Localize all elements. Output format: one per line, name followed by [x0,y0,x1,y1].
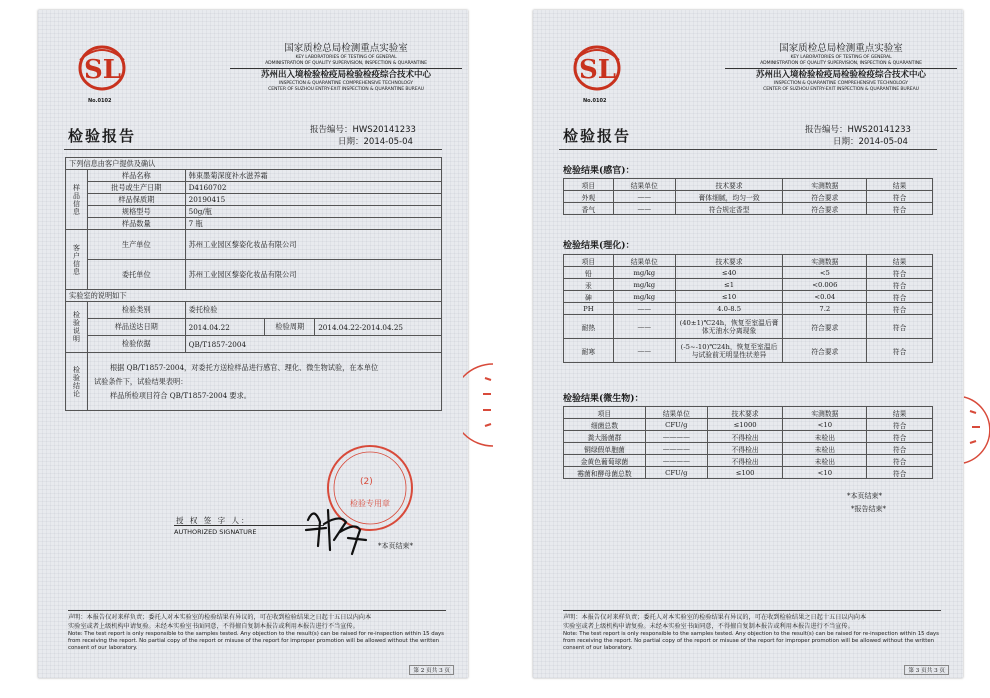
table-cell: 未检出 [783,455,867,467]
partial-seal-icon [962,395,990,465]
institution-header [230,43,462,93]
header-cn-line1: 国家质检总局检测重点实验室 [779,43,903,54]
micro-section-title: 检验结果(微生物)： [563,394,644,404]
table-cell: 符合 [867,339,933,363]
table-cell: —— [613,203,675,215]
report-number: 报告编号：HWS20141233 [310,125,416,135]
report-end-text: *报告结束* [851,505,886,513]
table-row [564,455,933,467]
table-cell: —— [613,303,675,315]
footnote-en-2: from receiving the report. No partial copy of the report or misuse of the report for improper promotion will be allowed without the written [563,638,935,644]
table-header: 结果 [867,407,933,419]
header-en-line2: ADMINISTRATION OF QUALITY SUPERVISION, INSPECTION & QUARANTINE [760,61,922,66]
table-header: 技术要求 [707,407,783,419]
sample-label: 规格型号 [87,206,185,218]
report-info-table [65,157,442,411]
table-header: 结果单位 [613,255,675,267]
handwritten-signature-icon [300,500,372,558]
table-row [564,443,933,455]
table-cell: <10 [783,419,867,431]
report-number: 报告编号：HWS20141233 [805,125,911,135]
table-cell: 4.0-8.5 [675,303,783,315]
client-section-label: 客户信息 [66,230,88,290]
received-date-value: 2014.04.22 [185,319,265,336]
institution-header [725,43,957,93]
sample-label: 批号或生产日期 [87,182,185,194]
table-cell: 香气 [564,203,614,215]
header-cn-line2: 苏州出入境检验检疫局检验检疫综合技术中心 [260,70,431,80]
report-footnote [68,610,446,652]
sensory-section-title: 检验结果(感官)： [563,166,635,176]
conclusion-text [87,353,441,411]
table-cell: 符合 [867,443,933,455]
table-cell: 霉菌和酵母菌总数 [564,467,646,479]
table-cell: 符合 [867,455,933,467]
table-row [564,431,933,443]
seal-mark: (2) [360,477,373,487]
table-cell: <10 [783,467,867,479]
table-cell: 细菌总数 [564,419,646,431]
table-row [564,303,933,315]
table-cell: 铜绿假单胞菌 [564,443,646,455]
conclusion-section-label: 检验结论 [66,353,88,411]
page-end-text: *本页结束* [378,542,413,550]
table-cell: 金黄色葡萄球菌 [564,455,646,467]
footnote-en-1: Note: The test report is only responsible to the samples tested. Any objection to the result(s) can be raised for re-inspection within 15 days [68,631,444,637]
client-label: 生产单位 [87,230,185,260]
seal-sub: 检验专用章 [350,499,390,508]
table-row [564,279,933,291]
table-cell: ———— [645,431,707,443]
footnote-cn-2: 实验室或者上级机构申请复验。未经本实验室书面同意，不得擅自复制本报告或利用本报告进行不当宣传。 [563,622,854,630]
table-cell: mg/kg [613,267,675,279]
table-cell: ≤100 [707,467,783,479]
footnote-cn-1: 声明：本报告仅对来样负责；委托人对本实验室的检验结果有异议的，可在收到检验结果之日起十五日以内向本 [68,614,372,621]
table-cell: 符合要求 [783,203,867,215]
sample-value: D4160702 [185,182,441,194]
svg-text:SL: SL [579,55,617,85]
header-en-line4: CENTER OF SUZHOU ENTRY-EXIT INSPECTION & QUARANTINE BUREAU [268,87,424,92]
table-cell: 不得检出 [707,443,783,455]
test-basis-label: 检验依据 [87,336,185,353]
conclusion-line: 样品所检项目符合 QB/T1857-2004 要求。 [109,390,251,400]
conclusion-line: 试验条件下，试验结果表明： [93,376,188,386]
report-title: 检验报告 [68,127,137,145]
sample-value: 50g/瓶 [185,206,441,218]
table-cell: ≤1 [675,279,783,291]
table-header: 实测数据 [783,255,867,267]
lab-note: 实验室的说明如下 [66,290,442,302]
table-header: 结果单位 [645,407,707,419]
report-footnote [563,610,941,652]
test-period-label: 检验周期 [265,319,315,336]
signer-label-en: AUTHORIZED SIGNATURE [174,528,257,536]
footnote-en-1: Note: The test report is only responsible to the samples tested. Any objection to the result(s) can be raised for re-inspection within 15 days [563,631,939,637]
header-en-line1: KEY LABORATORIES OF TESTING OF GENERAL [295,55,397,60]
test-period-value: 2014.04.22-2014.04.25 [315,319,442,336]
received-date-label: 样品送达日期 [87,319,185,336]
footnote-en-2: from receiving the report. No partial copy of the report or misuse of the report for improper promotion will be allowed without the written [68,638,440,644]
header-en-line3: INSPECTION & QUARANTINE COMPREHENSIVE TECHNOLOGY [279,81,413,86]
table-header: 实测数据 [783,179,867,191]
report-title: 检验报告 [563,127,632,145]
table-cell: 铅 [564,267,614,279]
table-cell: <0.006 [783,279,867,291]
micro-result-table [563,406,933,479]
table-row [564,191,933,203]
table-cell: —— [613,339,675,363]
physchem-section-title: 检验结果(理化)： [563,241,635,251]
table-cell: 耐寒 [564,339,614,363]
table-cell: mg/kg [613,291,675,303]
header-en-line2: ADMINISTRATION OF QUALITY SUPERVISION, INSPECTION & QUARANTINE [265,61,427,66]
test-type-value: 委托检验 [185,302,441,319]
report-page-2 [38,10,468,678]
table-cell: 汞 [564,279,614,291]
table-cell: —— [613,191,675,203]
header-en-line3: INSPECTION & QUARANTINE COMPREHENSIVE TECHNOLOGY [774,81,908,86]
footnote-en-3: consent of our laboratory. [563,645,633,651]
conclusion-line: 根据 QB/T1857-2004，对委托方送检样品进行感官、理化、微生物试验，在本单位 [109,362,379,372]
table-cell: 耐热 [564,315,614,339]
table-header: 结果 [867,255,933,267]
table-cell: 不得检出 [707,431,783,443]
table-cell: ———— [645,443,707,455]
table-cell: 7.2 [783,303,867,315]
client-note: 下列信息由客户提供及确认 [66,158,442,170]
sample-value: 7 瓶 [185,218,441,230]
table-cell: 符合要求 [783,315,867,339]
sample-value: 韩束墨菊深度补水滋养霜 [185,170,441,182]
table-cell: ≤40 [675,267,783,279]
test-basis-value: QB/T1857-2004 [185,336,441,353]
table-cell: 符合 [867,315,933,339]
table-header: 技术要求 [675,179,783,191]
table-cell: <0.04 [783,291,867,303]
table-cell: ≤1000 [707,419,783,431]
report-date: 日期：2014-05-04 [338,137,413,147]
table-cell: 不得检出 [707,455,783,467]
table-row [564,267,933,279]
table-cell: —— [613,315,675,339]
table-header: 项目 [564,255,614,267]
table-cell: ≤10 [675,291,783,303]
table-header: 项目 [564,407,646,419]
lab-number: No.0102 [88,98,112,104]
sample-section-label: 样品信息 [66,170,88,230]
table-cell: 符合要求 [783,191,867,203]
table-row [564,203,933,215]
table-cell: CFU/g [645,467,707,479]
report-date: 日期：2014-05-04 [833,137,908,147]
table-cell: 外观 [564,191,614,203]
footnote-cn-1: 声明：本报告仅对来样负责；委托人对本实验室的检验结果有异议的，可在收到检验结果之日起十五日以内向本 [563,614,867,621]
table-row [564,419,933,431]
partial-seal-icon [463,360,495,450]
table-header: 结果单位 [613,179,675,191]
table-header: 实测数据 [783,407,867,419]
table-cell: <5 [783,267,867,279]
table-row [564,339,933,363]
table-cell: 符合 [867,279,933,291]
report-page-3 [533,10,963,678]
table-cell: 符合 [867,303,933,315]
sample-label: 样品保质期 [87,194,185,206]
table-row [564,315,933,339]
page-number: 第 2 页共 3 页 [409,665,454,675]
table-cell: 符合 [867,419,933,431]
table-cell: 符合 [867,291,933,303]
table-cell: (-5~-10)℃24h，恢复至室温后与试验前无明显性状差异 [675,339,783,363]
sensory-result-table [563,178,933,215]
sample-label: 样品名称 [87,170,185,182]
header-cn-line1: 国家质检总局检测重点实验室 [284,43,408,54]
footnote-cn-2: 实验室或者上级机构申请复验。未经本实验室书面同意，不得擅自复制本报告或利用本报告进行不当宣传。 [68,622,359,630]
sample-label: 样品数量 [87,218,185,230]
sample-value: 20190415 [185,194,441,206]
footnote-en-3: consent of our laboratory. [68,645,138,651]
sl-logo-icon [571,42,623,102]
table-header: 结果 [867,179,933,191]
table-cell: CFU/g [645,419,707,431]
table-cell: ———— [645,455,707,467]
table-cell: 符合 [867,467,933,479]
test-type-label: 检验类别 [87,302,185,319]
client-value: 苏州工业园区黎姿化妆品有限公司 [185,260,441,290]
client-value: 苏州工业园区黎姿化妆品有限公司 [185,230,441,260]
sl-logo-icon [76,42,128,102]
table-cell: 膏体细腻，均匀一致 [675,191,783,203]
table-row [564,467,933,479]
table-cell: (40±1)℃24h，恢复至室温后膏体无油水分离现象 [675,315,783,339]
header-cn-line2: 苏州出入境检验检疫局检验检疫综合技术中心 [755,70,926,80]
page-end-text: *本页结束* [847,492,882,500]
table-cell: PH [564,303,614,315]
table-cell: 未检出 [783,431,867,443]
physchem-result-table [563,254,933,363]
table-header: 项目 [564,179,614,191]
table-cell: 未检出 [783,443,867,455]
lab-number: No.0102 [583,98,607,104]
table-cell: mg/kg [613,279,675,291]
table-cell: 符合 [867,431,933,443]
table-cell: 砷 [564,291,614,303]
table-cell: 符合规定香型 [675,203,783,215]
table-cell: 符合 [867,191,933,203]
header-en-line4: CENTER OF SUZHOU ENTRY-EXIT INSPECTION & QUARANTINE BUREAU [763,87,919,92]
table-header: 技术要求 [675,255,783,267]
signer-label: 授 权 签 字 人： [176,516,251,525]
table-row [564,291,933,303]
table-cell: 符合要求 [783,339,867,363]
table-cell: 符合 [867,203,933,215]
table-cell: 粪大肠菌群 [564,431,646,443]
svg-text:SL: SL [84,55,122,85]
client-label: 委托单位 [87,260,185,290]
page-number: 第 3 页共 3 页 [904,665,949,675]
header-en-line1: KEY LABORATORIES OF TESTING OF GENERAL [790,55,892,60]
test-section-label: 检验说明 [66,302,88,353]
table-cell: 符合 [867,267,933,279]
